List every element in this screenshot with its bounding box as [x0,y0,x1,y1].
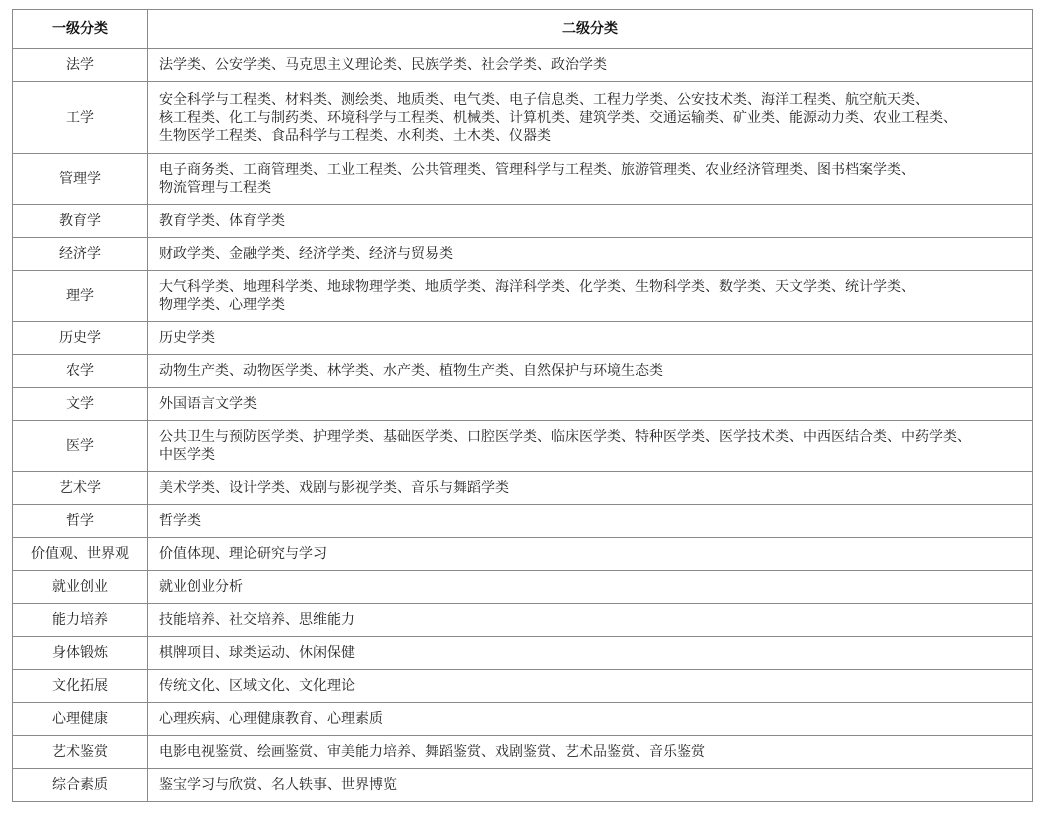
primary-category-cell: 管理学 [13,154,148,205]
classification-table [12,9,1033,802]
header-secondary-category: 二级分类 [148,10,1033,49]
secondary-category-cell: 安全科学与工程类、材料类、测绘类、地质类、电气类、电子信息类、工程力学类、公安技术类、海洋工程类、航空航天类、 核工程类、化工与制药类、环境科学与工程类、机械类、计算机类、建筑学类、交通运输类、矿业类、能源动力类、农业工程类、 生物医学工程类、食品科学与工程类、水利类、土木类、仪器类 [148,82,1033,154]
secondary-category-cell: 心理疾病、心理健康教育、心理素质 [148,703,1033,736]
primary-category-cell: 农学 [13,355,148,388]
primary-category-cell: 价值观、世界观 [13,538,148,571]
table-row [13,322,1033,355]
table-row [13,670,1033,703]
primary-category-cell: 医学 [13,421,148,472]
primary-category-cell: 历史学 [13,322,148,355]
table-row [13,49,1033,82]
secondary-category-cell: 美术学类、设计学类、戏剧与影视学类、音乐与舞蹈学类 [148,472,1033,505]
table-row [13,205,1033,238]
secondary-category-cell: 电子商务类、工商管理类、工业工程类、公共管理类、管理科学与工程类、旅游管理类、农业经济管理类、图书档案学类、 物流管理与工程类 [148,154,1033,205]
primary-category-cell: 法学 [13,49,148,82]
primary-category-cell: 教育学 [13,205,148,238]
secondary-category-cell: 教育学类、体育学类 [148,205,1033,238]
table-row [13,238,1033,271]
secondary-category-cell: 价值体现、理论研究与学习 [148,538,1033,571]
table-row [13,703,1033,736]
primary-category-cell: 艺术鉴赏 [13,736,148,769]
table-row [13,538,1033,571]
secondary-category-cell: 历史学类 [148,322,1033,355]
table-row [13,637,1033,670]
primary-category-cell: 综合素质 [13,769,148,802]
primary-category-cell: 就业创业 [13,571,148,604]
primary-category-cell: 文化拓展 [13,670,148,703]
primary-category-cell: 心理健康 [13,703,148,736]
table-row [13,604,1033,637]
secondary-category-cell: 传统文化、区域文化、文化理论 [148,670,1033,703]
primary-category-cell: 艺术学 [13,472,148,505]
table-row [13,271,1033,322]
secondary-category-cell: 财政学类、金融学类、经济学类、经济与贸易类 [148,238,1033,271]
secondary-category-cell: 鉴宝学习与欣赏、名人轶事、世界博览 [148,769,1033,802]
table-row [13,421,1033,472]
table-row [13,571,1033,604]
table-row [13,388,1033,421]
table-row [13,736,1033,769]
primary-category-cell: 身体锻炼 [13,637,148,670]
secondary-category-cell: 技能培养、社交培养、思维能力 [148,604,1033,637]
classification-table-container [12,9,1032,802]
table-header-row [13,10,1033,49]
table-row [13,154,1033,205]
secondary-category-cell: 公共卫生与预防医学类、护理学类、基础医学类、口腔医学类、临床医学类、特种医学类、医学技术类、中西医结合类、中药学类、 中医学类 [148,421,1033,472]
secondary-category-cell: 大气科学类、地理科学类、地球物理学类、地质学类、海洋科学类、化学类、生物科学类、数学类、天文学类、统计学类、 物理学类、心理学类 [148,271,1033,322]
secondary-category-cell: 哲学类 [148,505,1033,538]
primary-category-cell: 哲学 [13,505,148,538]
primary-category-cell: 工学 [13,82,148,154]
table-row [13,82,1033,154]
secondary-category-cell: 外国语言文学类 [148,388,1033,421]
table-row [13,355,1033,388]
secondary-category-cell: 法学类、公安学类、马克思主义理论类、民族学类、社会学类、政治学类 [148,49,1033,82]
primary-category-cell: 理学 [13,271,148,322]
secondary-category-cell: 棋牌项目、球类运动、休闲保健 [148,637,1033,670]
primary-category-cell: 文学 [13,388,148,421]
primary-category-cell: 能力培养 [13,604,148,637]
table-row [13,769,1033,802]
table-row [13,505,1033,538]
table-row [13,472,1033,505]
secondary-category-cell: 电影电视鉴赏、绘画鉴赏、审美能力培养、舞蹈鉴赏、戏剧鉴赏、艺术品鉴赏、音乐鉴赏 [148,736,1033,769]
header-primary-category: 一级分类 [13,10,148,49]
secondary-category-cell: 动物生产类、动物医学类、林学类、水产类、植物生产类、自然保护与环境生态类 [148,355,1033,388]
primary-category-cell: 经济学 [13,238,148,271]
secondary-category-cell: 就业创业分析 [148,571,1033,604]
